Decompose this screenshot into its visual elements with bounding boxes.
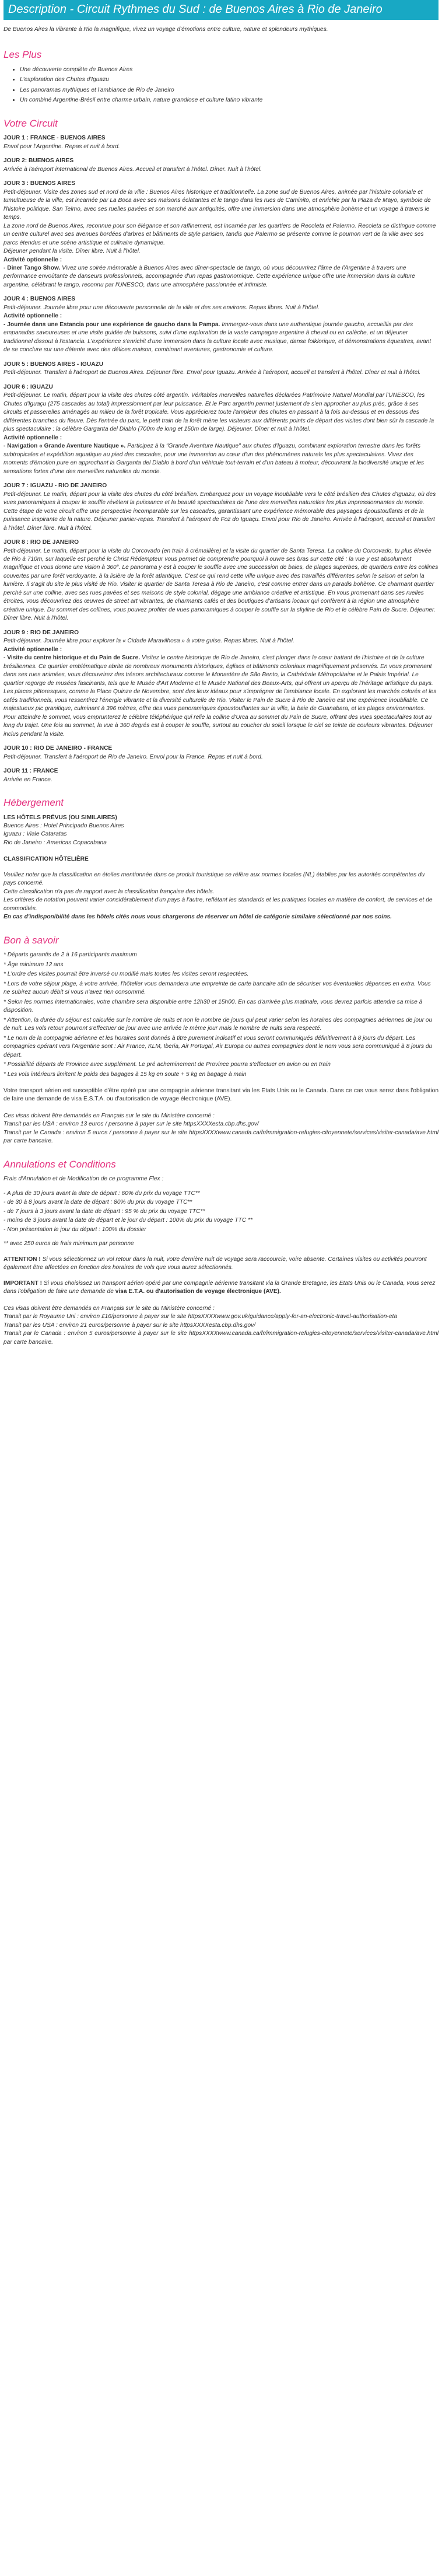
bon-a-savoir-item: * Départs garantis de 2 à 16 participants maximum [3, 952, 137, 959]
optional-activity-name: - Visite du centre historique et du Pain de Sucre. [3, 655, 141, 662]
annulation-note: ** avec 250 euros de frais minimum par personne [3, 1240, 134, 1247]
visa-paragraph: Ces visas doivent être demandés en Français sur le site du Ministère concerné : Transit par les USA : environ 13 euros / personne à payer sur le site httpsXXXXesta.cbp.dhs.gov/ Transit par le Canada : environ 5 euros / personne à payer sur le site httpsXXXXwww.canada.ca/fr/immigration-refugies-citoyennete/services/visiter-canada/ave.html par carte bancaire. [3, 1112, 439, 1145]
attention-text: Si vous sélectionnez un vol retour dans la nuit, votre dernière nuit de voyage sera raccourcie, voire absente. Certaines visites ou activités pourront également être affectées en fonction des horaires de vols que vous aurez sélectionnés. [3, 1256, 427, 1271]
intro-text: De Buenos Aires la vibrante à Rio la magnifique, vivez un voyage d'émotions entre culture, nature et splendeurs mythiques. [3, 26, 328, 33]
plus-heading: Les Plus [3, 49, 42, 61]
day-description: Petit-déjeuner. Journée libre pour une découverte personnelle de la ville et des ses environs. Repas libres. Nuit à l'hôtel. [3, 304, 320, 311]
day-title: JOUR 5 : BUENOS AIRES - IGUAZU [3, 361, 104, 368]
plus-item: • Un combiné Argentine-Brésil entre charme urbain, nature grandiose et culture latino vibrante [20, 96, 439, 104]
attention-label: ATTENTION ! [3, 1256, 41, 1263]
hotels-label: LES HÔTELS PRÉVUS (OU SIMILAIRES) [3, 814, 117, 821]
day-description: Arrivée à l'aéroport international de Buenos Aires. Accueil et transfert à l'hôtel. Dîner. Nuit à l'hôtel. [3, 166, 262, 173]
itinerary-day [3, 361, 439, 378]
bon-a-savoir-list [3, 951, 439, 1079]
plus-item: • Les panoramas mythiques et l'ambiance de Rio de Janeiro [20, 86, 439, 95]
bon-a-savoir-item: * Âge minimum 12 ans [3, 961, 64, 968]
annulation-fee-item: - moins de 3 jours avant la date de départ et le jour du départ : 100% du prix du voyage TTC ** [3, 1217, 252, 1224]
plus-item: • L'exploration des Chutes d'Iguazu [20, 76, 439, 84]
hotel-line: Rio de Janeiro : Americas Copacabana [3, 839, 107, 846]
bon-a-savoir-item: * L'ordre des visites pourrait être inversé ou modifié mais toutes les visites seront respectées. [3, 971, 249, 978]
classification-note: En cas d'indisponibilité dans les hôtels cités nous vous chargerons de réserver un hôtel de catégorie similaire sélectionné par nos soins. [3, 914, 392, 921]
itinerary-day [3, 180, 439, 289]
bon-a-savoir-item: * Attention, la durée du séjour est calculée sur le nombre de nuits et non le nombre de jours qui peut varier selon les horaires des compagnies aériennes de jour ou de nuit. Les vols retour pourront s'effectuer de jour avec une arrivée le même jour mais le nombre de nuits sera respecté. [3, 1016, 433, 1032]
annulation-fee-item: - Non présentation le jour du départ : 100% du dossier [3, 1226, 146, 1233]
transit-paragraph: Votre transport aérien est susceptible d'être opéré par une compagnie aérienne transitant via les Etats Unis ou le Canada. Dans ce cas vous serez dans l'obligation de faire une demande de visa E.S.T.A. ou d'autorisation de voyage électronique (AVE). [3, 1088, 439, 1103]
circuit-heading: Votre Circuit [3, 117, 58, 129]
annulations-heading: Annulations et Conditions [3, 1158, 116, 1170]
optional-activity-text: Participez à la "Grande Aventure Nautique" aux chutes d'Iguazu, combinant exploration terrestre dans les forêts subtropicales et expédition aquatique au pied des cascades, pour une immersion au cœur d'un des phénomènes naturels les plus spectaculaires. Vivez des moments d'émotion pure en approchant la Garganta del Diablo à bord d'un véhicule tout-terrain et d'un bateau à moteur, découvrant la biodiversité unique et les sensations fortes d'une des merveilles naturelles du monde. [3, 443, 425, 475]
day-description: Petit-déjeuner. Visite des zones sud et nord de la ville : Buenos Aires historique et traditionnelle. La zone sud de Buenos Aires, animée par l'histoire coloniale et tumultueuse de la ville, est incarnée par La Boca avec ses maisons éclatantes et le tango dans les rues de Caminito, et enrichie par la Plaza de Mayo, symbole de l'histoire politique. San Telmo, avec ses ruelles pavées et son marché aux antiquités, offre une immersion dans une atmosphère bohème et un voyage à travers le temps. La zone nord de Buenos Aires, reconnue pour son élégance et son raffinement, est incarnée par les quartiers de Recoleta et Palermo. Recoleta se distingue comme un centre culturel avec ses avenues bordées d'arbres et bâtiments de style parisien, tandis que Palermo se présente comme le poumon vert de la ville avec ses parcs étendus et une scène artistique et culinaire dynamique. Déjeuner pendant la visite. Dîner libre. Nuit à l'hôtel. [3, 188, 436, 255]
page-title: Description - Circuit Rythmes du Sud : de Buenos Aires à Rio de Janeiro [3, 0, 439, 20]
visa-paragraph-2: Ces visas doivent être demandés en Français sur le site du Ministère concerné : Transit par le Royaume Uni : environ £16/personne à payer sur le site httpsXXXXwww.gov.uk/guidance/apply-for-an-electronic-travel-authorisation-eta Transit par les USA : environ 21 euros/personne à payer sur le site httpsXXXXesta.cbp.dhs.gov/ Transit par le Canada : environ 5 euros/personne à payer sur le site httpsXXXXwww.canada.ca/fr/immigration-refugies-citoyennete/services/visiter-canada/ave.html par carte bancaire. [3, 1305, 439, 1345]
hotel-line: Buenos Aires : Hotel Principado Buenos Aires [3, 822, 124, 829]
annulation-fee-item: - A plus de 30 jours avant la date de départ : 60% du prix du voyage TTC** [3, 1190, 200, 1197]
optional-activity-name: - Diner Tango Show. [3, 264, 61, 271]
optional-activity-label: Activité optionnelle : [3, 434, 62, 441]
itinerary [3, 134, 439, 784]
hotels-block [3, 814, 439, 848]
bon-a-savoir-item: * Les vols intérieurs limitent le poids des bagages à 15 kg en soute + 5 kg en bagage à main [3, 1071, 247, 1078]
itinerary-day [3, 745, 439, 761]
optional-activity [3, 654, 439, 739]
bon-a-savoir-heading: Bon à savoir [3, 934, 59, 946]
annulation-fee-item: - de 30 à 8 jours avant la date de départ : 80% du prix du voyage TTC** [3, 1199, 192, 1206]
day-title: JOUR 8 : RIO DE JANEIRO [3, 539, 79, 546]
optional-activity-name: - Journée dans une Estancia pour une expérience de gaucho dans la Pampa. [3, 321, 220, 328]
optional-activity-text: Immergez-vous dans une authentique journée gaucho, accueillis par des empanadas savoureuses et une visite guidée de buissons, suivi d'une exploration de la vaste campagne argentine à cheval ou en calèche, et un déjeuner traditionnel dissout à l'estancia. L'expérience s'enrichit d'une immersion dans la culture locale avec musique, danse folklorique, et démonstrations équestres, avant de se conclure sur une détente avec des délices maison, combinant aventures, gastronomie et culture. [3, 321, 432, 354]
day-title: JOUR 11 : FRANCE [3, 768, 58, 775]
classification-text: Cette classification n'a pas de rapport avec la classification française des hôtels. [3, 888, 215, 895]
optional-activity [3, 442, 439, 476]
important-bold: visa E.T.A. ou d'autorisation de voyage électronique (AVE). [115, 1288, 281, 1295]
classification-text: Les critères de notation peuvent varier considérablement d'un pays à l'autre, reflétant les standards et les pratiques locales en matière de confort, de services et de commodités. [3, 897, 433, 912]
optional-activity-name: - Navigation « Grande Aventure Nautique ». [3, 443, 126, 450]
day-description: Envol pour l'Argentine. Repas et nuit à bord. [3, 143, 120, 150]
important-label: IMPORTANT ! [3, 1280, 43, 1287]
optional-activity-label: Activité optionnelle : [3, 646, 62, 653]
hebergement-heading: Hébergement [3, 797, 64, 809]
annulation-intro: Frais d'Annulation et de Modification de ce programme Flex : [3, 1176, 164, 1183]
day-title: JOUR 4 : BUENOS AIRES [3, 296, 76, 303]
day-description: Arrivée en France. [3, 776, 52, 783]
day-title: JOUR 2: BUENOS AIRES [3, 158, 74, 165]
attention-night-flight [3, 1256, 439, 1273]
itinerary-day [3, 539, 439, 623]
optional-activity-label: Activité optionnelle : [3, 256, 62, 263]
bon-a-savoir-item: * Lors de votre séjour plage, à votre arrivée, l'hôtelier vous demandera une empreinte de carte bancaire afin de sécuriser vos éventuelles dépenses en extra. Vous ne subirez aucun débit si vous n'avez rien consommé. [3, 980, 431, 996]
optional-activity-label: Activité optionnelle : [3, 313, 62, 320]
classification-label: CLASSIFICATION HÔTELIÈRE [3, 856, 89, 863]
optional-activity [3, 321, 439, 355]
optional-activity-text: Vivez une soirée mémorable à Buenos Aires avec dîner-spectacle de tango, où vous découvrirez l'âme de l'Argentine à travers une performance envoûtante de danseurs professionnels, accompagnée d'un repas gastronomique. Cette expérience unique offre une immersion dans la culture argentine, célébrant le tango, reconnu par l'UNESCO, dans une atmosphère passionnée et intimiste. [3, 264, 415, 288]
itinerary-day [3, 383, 439, 476]
day-title: JOUR 3 : BUENOS AIRES [3, 180, 76, 187]
classification-text: Veuillez noter que la classification en étoiles mentionnée dans ce produit touristique se réfère aux normes locales (NL) établies par les autorités compétentes du pays concerné. [3, 871, 425, 887]
day-description: Petit-déjeuner. Transfert à l'aéroport de Rio de Janeiro. Envol pour la France. Repas et nuit à bord. [3, 753, 263, 760]
day-description: Petit-déjeuner. Le matin, départ pour la visite des chutes côté argentin. Véritables merveilles naturelles déclarées Patrimoine Naturel Mondial par l'UNESCO, les Chutes d'Iguaçu (275 cascades au total) impressionnent par leur puissance. Et le Parc argentin permet justement de s'en approcher au plus près, grâce à ses circuits et passerelles aménagés au milieu de la forêt tropicale. Vous apprécierez toute l'ampleur des chutes en passant à la fois au-dessus et en dessous des différentes branches du fleuve. Dès l'entrée du parc, le petit train de la forêt mène les visiteurs aux différents points de départ des visites dont bien sûr la cascade la plus spectaculaire : la célèbre Garganta del Diablo (700m de long et 150m de large). Déjeuner. Dîner et nuit à l'hôtel. [3, 392, 434, 433]
day-title: JOUR 10 : RIO DE JANEIRO - FRANCE [3, 745, 113, 752]
day-title: JOUR 9 : RIO DE JANEIRO [3, 629, 79, 636]
itinerary-day [3, 134, 439, 151]
classification-block [3, 855, 439, 921]
day-title: JOUR 7 : IGUAZU - RIO DE JANEIRO [3, 483, 107, 490]
itinerary-day [3, 157, 439, 174]
day-title: JOUR 6 : IGUAZU [3, 383, 53, 390]
annulation-fees-list [3, 1190, 439, 1234]
itinerary-day [3, 295, 439, 354]
optional-activity-text: Visitez le centre historique de Rio de Janeiro, c'est plonger dans le cœur battant de l'histoire et de la culture brésiliennes. Ce quartier emblématique abrite de nombreux monuments historiques, églises et bâtiments coloniaux magnifiquement préservés. En vous promenant dans ses rues animées, vous découvrirez des trésors architecturaux comme le Monastère de São Bento, la Cathédrale Métropolitaine et le Palais Impérial. Le quartier regorge de musées fascinants, tels que le Musée d'Art Moderne et le Musée National des Beaux-Arts, qui offrent un aperçu de l'héritage artistique du pays. Les places pittoresques, comme la Place Quinze de Novembre, sont des lieux idéaux pour s'imprégner de l'ambiance locale. En explorant les marchés colorés et les cafés traditionnels, vous ressentirez l'énergie vibrante et la diversité culturelle de Rio. Visiter le Pain de Sucre à Rio de Janeiro est une expérience inoubliable. Ce majestueux pic granitique, culminant à 396 mètres, offre des vues panoramiques époustouflantes sur la ville, la baie de Guanabara, et les plages environnantes. Pour atteindre le sommet, vous emprunterez le célèbre téléphérique qui relie la colline d'Urca au sommet du Pain de Sucre, offrant des vues spectaculaires tout au long du trajet. Une fois au sommet, la vue à 360 degrés est à couper le souffle, surtout au coucher du soleil lorsque le ciel se teinte de couleurs vibrantes. Déjeuner inclus pendant la visite. [3, 655, 437, 738]
important-text: Si vous choisissez un transport aérien opéré par une compagnie aérienne transitant via la Grande Bretagne, les Etats Unis ou le Canada, vous serez dans l'obligation de faire une demande de [3, 1280, 436, 1295]
bon-a-savoir-item: * Le nom de la compagnie aérienne et les horaires sont donnés à titre purement indicatif et vous seront communiqués définitivement à 8 jours du départ. Les compagnies opérant vers l'Argentine sont : Air France, KLM, Iberia, Air Portugal, Air Europa ou autres compagnies dont le nom vous sera communiqué à 8 jours du départ. [3, 1034, 433, 1058]
day-title: JOUR 1 : FRANCE - BUENOS AIRES [3, 135, 106, 142]
hotel-line: Iguazu : Viale Cataratas [3, 831, 67, 838]
itinerary-day [3, 482, 439, 533]
day-description: Petit-déjeuner. Le matin, départ pour la visite du Corcovado (en train à crémaillère) et la visite du quartier de Santa Teresa. La colline du Corcovado, tu plus élevée de Rio à 710m, sur laquelle est perché le Christ Rédempteur vous permet de comprendre pourquoi il ouvre ses bras sur cette cité : la vue y est absolument magnifique et vous donne une vision à 360°. Le panorama y est à couper le souffle avec une succession de baies, de plages superbes, de quartiers entre les collines couvertes par une forêt verdoyante, à la lisière de la forêt atlantique. C'est ce qui rend cette ville unique avec des travaillés différentes selon le saison et selon la lumière. Il s'agit du site le plus visité de Rio. Visiter le quartier de Santa Teresa à Rio de Janeiro, c'est comme entrer dans un paradis bohème. Ce charmant quartier perché sur une colline, avec ses rues pavées et ses maisons de style colonial, dégage une ambiance créative et artistique. En vous promenant dans ses ruelles étroites, vous découvrirez des œuvres de street art vibrantes, de charmants cafés et des boutiques d'artisans locaux qui confèrent à la région une atmosphère créative unique. Du sommet des collines, vous pouvez profiter de vues panoramiques à couper le souffle sur la skyline de Rio et le célèbre Pain de Sucre. Déjeuner. Dîner libre. Nuit à l'hôtel. [3, 547, 439, 622]
itinerary-day [3, 629, 439, 739]
plus-list [3, 66, 439, 105]
plus-item: • Une découverte complète de Buenos Aires [20, 66, 439, 74]
optional-activity [3, 264, 439, 289]
important-visa [3, 1280, 439, 1296]
day-description: Petit-déjeuner. Journée libre pour explorer la « Cidade Maravilhosa » à votre guise. Repas libres. Nuit à l'hôtel. [3, 638, 294, 645]
day-description: Petit-déjeuner. Le matin, départ pour la visite des chutes du côté brésilien. Embarquez pour un voyage inoubliable vers le côté brésilien des Chutes d'Iguazu, où des vues panoramiques à couper le souffle révèlent la puissance et la beauté spectaculaires de l'une des merveilles naturelles les plus impressionnantes du monde. Cette étape de votre circuit offre une perspective incomparable sur les cascades, garantissant une expérience mémorable des paysages époustouflants et de la puissance inspirante de la nature. Déjeuner panier-repas. Transfert à l'aéroport de Foz do Iguaçu. Envol pour Rio de Janeiro. Arrivée à l'aéroport, accueil et transfert à l'hôtel. Dîner libre. Nuit à l'hôtel. [3, 491, 436, 532]
bon-a-savoir-item: * Possibilité départs de Province avec supplément. Le pré acheminement de Province pourra s'effectuer en avion ou en train [3, 1061, 331, 1068]
day-description: Petit-déjeuner. Transfert à l'aéroport de Buenos Aires. Déjeuner libre. Envol pour Iguazu. Arrivée à l'aéroport, accueil et transfert à l'hôtel. Dîner et nuit à l'hôtel. [3, 369, 421, 376]
annulation-fee-item: - de 7 jours à 3 jours avant la date de départ : 95 % du prix du voyage TTC** [3, 1208, 205, 1215]
bon-a-savoir-item: * Selon les normes internationales, votre chambre sera disponible entre 12h30 et 15h00. En cas d'arrivée plus matinale, vous devrez parfois attendre sa mise à disposition. [3, 998, 423, 1014]
itinerary-day [3, 767, 439, 784]
